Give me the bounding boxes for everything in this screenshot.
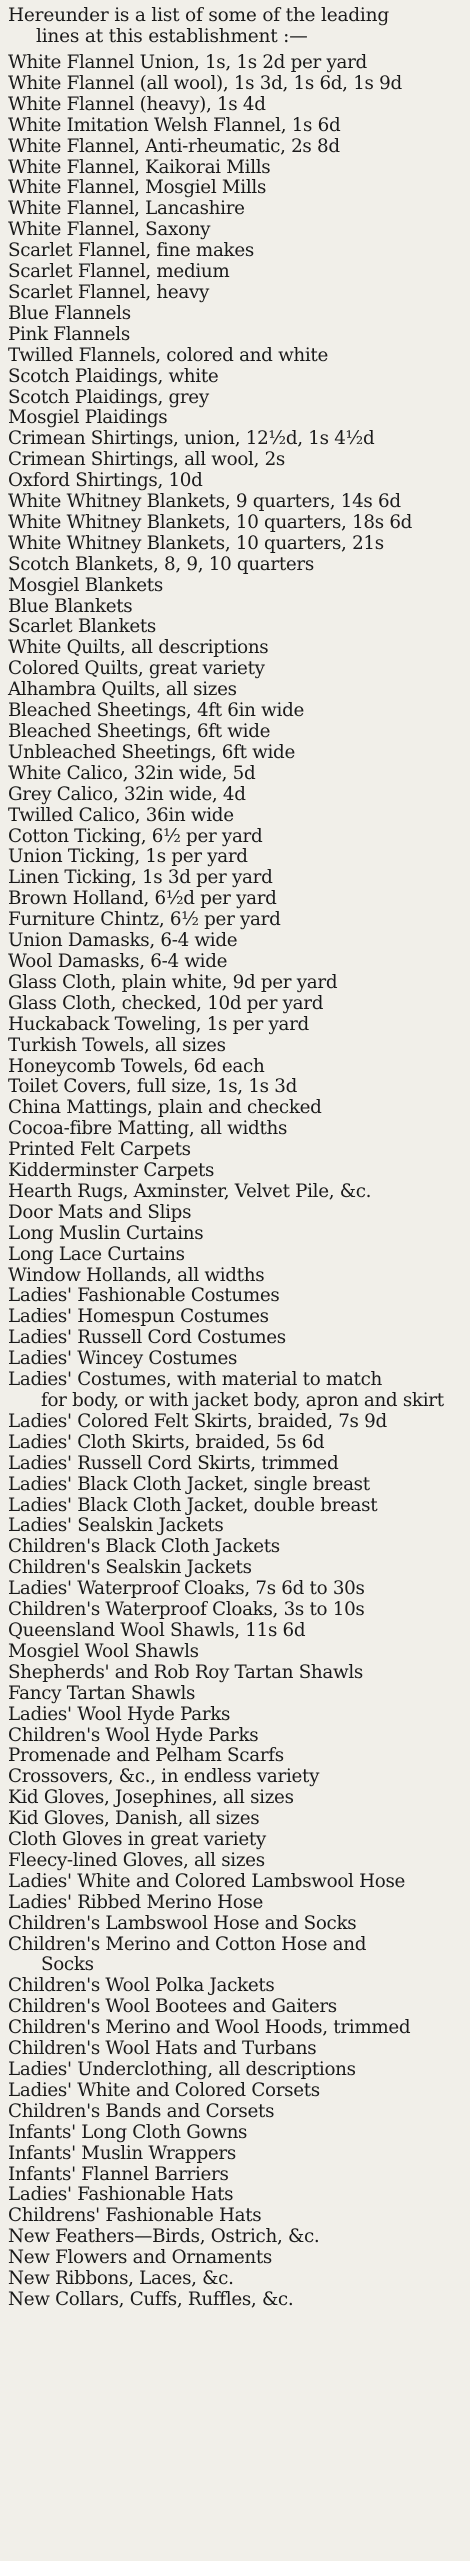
list-item: Ladies' Black Cloth Jacket, double breast — [8, 1494, 378, 1516]
list-item: Oxford Shirtings, 10d — [8, 470, 203, 492]
list-item: Glass Cloth, checked, 10d per yard — [8, 992, 324, 1014]
list-item: Ladies' Homespun Costumes — [8, 1306, 269, 1328]
list-item: Children's Bands and Corsets — [8, 2100, 275, 2122]
list-item: Ladies' Ribbed Merino Hose — [8, 1891, 264, 1913]
list-item — [8, 1935, 463, 1977]
list-item: Infants' Muslin Wrappers — [8, 2142, 236, 2164]
list-item: Mosgiel Wool Shawls — [8, 1640, 199, 1662]
list-item: Children's Lambswool Hose and Socks — [8, 1912, 357, 1934]
list-item: Crimean Shirtings, union, 12½d, 1s 4½d — [8, 428, 375, 450]
list-item: Kid Gloves, Danish, all sizes — [8, 1808, 260, 1830]
list-item: Honeycomb Towels, 6d each — [8, 1055, 265, 1077]
list-item: Wool Damasks, 6-4 wide — [8, 950, 228, 972]
list-item: Blue Blankets — [8, 595, 133, 617]
list-item: Crossovers, &c., in endless variety — [8, 1766, 320, 1788]
list-item: Ladies' Russell Cord Costumes — [8, 1327, 286, 1349]
list-item: Scarlet Blankets — [8, 616, 157, 638]
list-item: Shepherds' and Rob Roy Tartan Shawls — [8, 1661, 363, 1683]
list-item: Scarlet Flannel, fine makes — [8, 240, 254, 262]
list-item: Ladies' Colored Felt Skirts, braided, 7s 9d — [8, 1410, 387, 1432]
list-item: Scotch Plaidings, white — [8, 365, 219, 387]
list-item: Ladies' Fashionable Costumes — [8, 1285, 280, 1307]
list-item: Children's Sealskin Jackets — [8, 1557, 252, 1579]
list-item: Cloth Gloves in great variety — [8, 1829, 266, 1851]
list-item: Ladies' White and Colored Corsets — [8, 2079, 320, 2101]
list-item: Furniture Chintz, 6½ per yard — [8, 909, 281, 931]
list-item: Ladies' Wool Hyde Parks — [8, 1703, 231, 1725]
list-item: White Flannel (all wool), 1s 3d, 1s 6d, 1s 9d — [8, 72, 402, 94]
list-item: New Collars, Cuffs, Ruffles, &c. — [8, 2288, 294, 2310]
list-item: Ladies' Sealskin Jackets — [8, 1515, 224, 1537]
list-item: White Whitney Blankets, 10 quarters, 18s 6d — [8, 511, 413, 533]
list-item: New Feathers—Birds, Ostrich, &c. — [8, 2226, 320, 2248]
list-item: China Mattings, plain and checked — [8, 1097, 322, 1119]
list-item: Scarlet Flannel, medium — [8, 261, 230, 283]
list-item: Kidderminster Carpets — [8, 1160, 215, 1182]
list-item: New Ribbons, Laces, &c. — [8, 2268, 234, 2290]
list-item: Twilled Calico, 36in wide — [8, 804, 234, 826]
list-item: Scarlet Flannel, heavy — [8, 281, 210, 303]
list-item: White Flannel, Anti-rheumatic, 2s 8d — [8, 135, 340, 157]
list-item: Turkish Towels, all sizes — [8, 1034, 226, 1056]
list-item: Cocoa-fibre Matting, all widths — [8, 1118, 288, 1140]
list-item: Unbleached Sheetings, 6ft wide — [8, 741, 295, 763]
intro-line-1: Hereunder is a list of some of the leading — [8, 5, 389, 26]
list-item: Long Muslin Curtains — [8, 1222, 204, 1244]
list-item: White Flannel Union, 1s, 1s 2d per yard — [8, 52, 367, 73]
list-item: Children's Wool Bootees and Gaiters — [8, 1996, 337, 2018]
list-item: Kid Gloves, Josephines, all sizes — [8, 1787, 294, 1809]
list-item: Ladies' Black Cloth Jacket, single breast — [8, 1473, 370, 1495]
list-item: Toilet Covers, full size, 1s, 1s 3d — [8, 1076, 297, 1098]
list-item: Children's Wool Hyde Parks — [8, 1724, 259, 1746]
list-item: Union Damasks, 6-4 wide — [8, 930, 238, 952]
goods-list — [8, 53, 470, 2311]
list-item: Crimean Shirtings, all wool, 2s — [8, 449, 286, 471]
list-item: Fleecy-lined Gloves, all sizes — [8, 1849, 265, 1871]
list-item: Long Lace Curtains — [8, 1243, 185, 1265]
list-item: Ladies' Underclothing, all descriptions — [8, 2059, 356, 2080]
list-item: Ladies' Russell Cord Skirts, trimmed — [8, 1452, 339, 1474]
list-item — [8, 1370, 463, 1412]
list-item: Children's Wool Hats and Turbans — [8, 2038, 317, 2060]
list-item: Children's Merino and Wool Hoods, trimmed — [8, 2017, 411, 2039]
list-item: Bleached Sheetings, 6ft wide — [8, 721, 271, 742]
list-item: Queensland Wool Shawls, 11s 6d — [8, 1619, 306, 1641]
list-item: White Flannel, Kaikorai Mills — [8, 156, 271, 178]
list-item: Mosgiel Blankets — [8, 574, 163, 596]
list-item: Window Hollands, all widths — [8, 1264, 265, 1286]
list-item: Hearth Rugs, Axminster, Velvet Pile, &c. — [8, 1180, 372, 1202]
list-item: Children's Black Cloth Jackets — [8, 1536, 280, 1558]
list-item: Bleached Sheetings, 4ft 6in wide — [8, 700, 304, 722]
intro-line-2: lines at this establishment :— — [36, 25, 308, 47]
list-item: Alhambra Quilts, all sizes — [8, 679, 237, 701]
list-item: Scotch Blankets, 8, 9, 10 quarters — [8, 553, 314, 575]
list-item-continuation: for body, or with jacket body, apron and skirt — [41, 1390, 444, 1411]
list-item: Grey Calico, 32in wide, 4d — [8, 783, 246, 805]
list-item: Union Ticking, 1s per yard — [8, 846, 248, 868]
list-item: White Flannel, Mosgiel Mills — [8, 177, 267, 199]
list-item: Ladies' Cloth Skirts, braided, 5s 6d — [8, 1431, 325, 1453]
list-item: White Calico, 32in wide, 5d — [8, 762, 256, 784]
list-item-first-line: Children's Merino and Cotton Hose and — [8, 1933, 367, 1955]
list-item: Children's Wool Polka Jackets — [8, 1975, 275, 1997]
list-item: Ladies' Wincey Costumes — [8, 1348, 238, 1370]
intro-paragraph — [8, 6, 470, 47]
list-item: Colored Quilts, great variety — [8, 658, 265, 680]
list-item: Door Mats and Slips — [8, 1201, 192, 1223]
list-item-first-line: Ladies' Costumes, with material to match — [8, 1369, 383, 1391]
list-item: Promenade and Pelham Scarfs — [8, 1745, 284, 1767]
list-item-continuation: Socks — [41, 1954, 94, 1976]
list-item: White Quilts, all descriptions — [8, 637, 269, 659]
list-item: Linen Ticking, 1s 3d per yard — [8, 867, 273, 889]
list-item: White Whitney Blankets, 9 quarters, 14s 6d — [8, 491, 401, 513]
list-item: Twilled Flannels, colored and white — [8, 344, 328, 366]
list-item: Children's Waterproof Cloaks, 3s to 10s — [8, 1599, 365, 1621]
list-item: White Flannel, Lancashire — [8, 198, 245, 220]
list-item: Infants' Flannel Barriers — [8, 2163, 229, 2185]
list-item: White Imitation Welsh Flannel, 1s 6d — [8, 114, 341, 136]
list-item: Ladies' Fashionable Hats — [8, 2184, 234, 2206]
list-item: Childrens' Fashionable Hats — [8, 2205, 262, 2227]
list-item: White Flannel (heavy), 1s 4d — [8, 93, 266, 115]
list-item: New Flowers and Ornaments — [8, 2247, 272, 2269]
list-item: White Flannel, Saxony — [8, 219, 211, 241]
list-item: Pink Flannels — [8, 323, 130, 345]
list-item: Huckaback Toweling, 1s per yard — [8, 1013, 309, 1035]
list-item: Glass Cloth, plain white, 9d per yard — [8, 971, 338, 993]
list-item: Cotton Ticking, 6½ per yard — [8, 825, 263, 847]
list-item: Blue Flannels — [8, 302, 131, 324]
list-item: Ladies' Waterproof Cloaks, 7s 6d to 30s — [8, 1578, 365, 1600]
list-item: Infants' Long Cloth Gowns — [8, 2121, 248, 2143]
list-item: Fancy Tartan Shawls — [8, 1682, 196, 1704]
list-item: Ladies' White and Colored Lambswool Hose — [8, 1870, 406, 1892]
list-item: Brown Holland, 6½d per yard — [8, 888, 277, 910]
list-item: White Whitney Blankets, 10 quarters, 21s — [8, 532, 384, 554]
list-item: Printed Felt Carpets — [8, 1139, 191, 1161]
list-item: Mosgiel Plaidings — [8, 407, 168, 429]
list-item: Scotch Plaidings, grey — [8, 386, 209, 408]
